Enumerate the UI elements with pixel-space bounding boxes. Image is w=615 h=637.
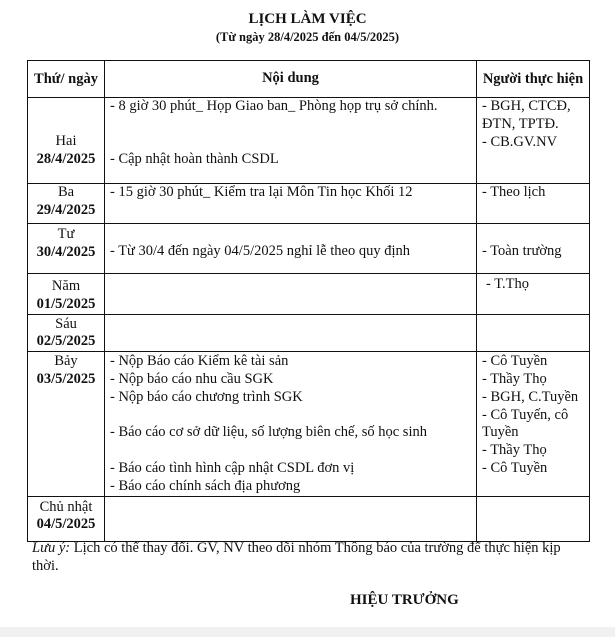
content-line: - 15 giờ 30 phút_ Kiểm tra lại Môn Tin học Khối 12 <box>110 184 413 200</box>
weekday: Bảy <box>54 353 78 370</box>
content-line: - Báo cáo cơ sở dữ liệu, số lượng biên chế, số học sinh <box>110 424 427 441</box>
weekday: Chủ nhật <box>39 498 93 515</box>
date: 04/5/2025 <box>36 516 96 533</box>
table-row <box>28 496 590 541</box>
content-line: - Báo cáo chính sách địa phương <box>110 477 301 494</box>
weekday: Tư <box>57 226 75 242</box>
document-title: LỊCH LÀM VIỆC <box>248 11 367 27</box>
person-line: - Theo lịch <box>482 184 546 200</box>
person-line: - CB.GV.NV <box>482 133 558 150</box>
date: 02/5/2025 <box>36 333 96 350</box>
person-line: - Thầy Thọ <box>482 442 547 459</box>
content-line: - 8 giờ 30 phút_ Họp Giao ban_ Phòng họp trụ sở chính. <box>110 98 438 114</box>
note-label: Lưu ý: <box>32 540 71 556</box>
table-row <box>28 98 590 184</box>
date: 03/5/2025 <box>36 370 96 387</box>
content-line: - Nộp Báo cáo Kiểm kê tài sản <box>110 353 289 370</box>
table-row <box>28 352 590 496</box>
note <box>32 539 562 575</box>
weekday: Năm <box>51 278 81 294</box>
signature-title: HIỆU TRƯỞNG <box>350 592 459 608</box>
content-line: - Từ 30/4 đến ngày 04/5/2025 nghỉ lễ theo quy định <box>110 243 410 259</box>
person-line: - Cô Tuyền <box>482 353 548 370</box>
table-row <box>28 184 590 224</box>
date: 30/4/2025 <box>36 243 96 260</box>
bottom-bar <box>0 627 615 637</box>
table-row <box>28 314 590 352</box>
person-line: - Cô Tuyến, cô Tuyền <box>482 406 569 441</box>
header-content: Nội dung <box>105 61 477 98</box>
person-line: - Thầy Thọ <box>482 370 547 387</box>
document-subtitle: (Từ ngày 28/4/2025 đến 04/5/2025) <box>215 30 400 44</box>
weekday: Ba <box>57 184 75 200</box>
content-line: - Cập nhật hoàn thành CSDL <box>110 151 279 168</box>
content-line: - Nộp báo cáo chương trình SGK <box>110 388 303 405</box>
table-row <box>28 224 590 274</box>
header-day: Thứ/ ngày <box>28 61 105 98</box>
content-line: - Nộp báo cáo nhu cầu SGK <box>110 370 274 387</box>
date: 29/4/2025 <box>36 201 96 218</box>
date: 28/4/2025 <box>36 150 96 167</box>
weekday: Sáu <box>55 315 77 332</box>
schedule-table <box>27 60 590 542</box>
person-line: - T.Thọ <box>486 276 529 292</box>
table-row <box>28 274 590 315</box>
person-line: - BGH, C.Tuyền <box>482 388 579 405</box>
content-line: - Báo cáo tình hình cập nhật CSDL đơn vị <box>110 459 355 476</box>
person-line: - Cô Tuyền <box>482 459 548 476</box>
header-person: Người thực hiện <box>477 61 590 98</box>
note-text: Lịch có thể thay đổi. GV, NV theo dõi nhóm Thông báo của trường để thực hiện kịp thời. <box>32 540 561 574</box>
date: 01/5/2025 <box>36 295 96 312</box>
table-header-row <box>28 61 590 98</box>
weekday: Hai <box>55 133 77 149</box>
person-line: - Toàn trường <box>482 243 562 259</box>
person-line: - BGH, CTCĐ, ĐTN, TPTĐ. <box>482 98 571 132</box>
